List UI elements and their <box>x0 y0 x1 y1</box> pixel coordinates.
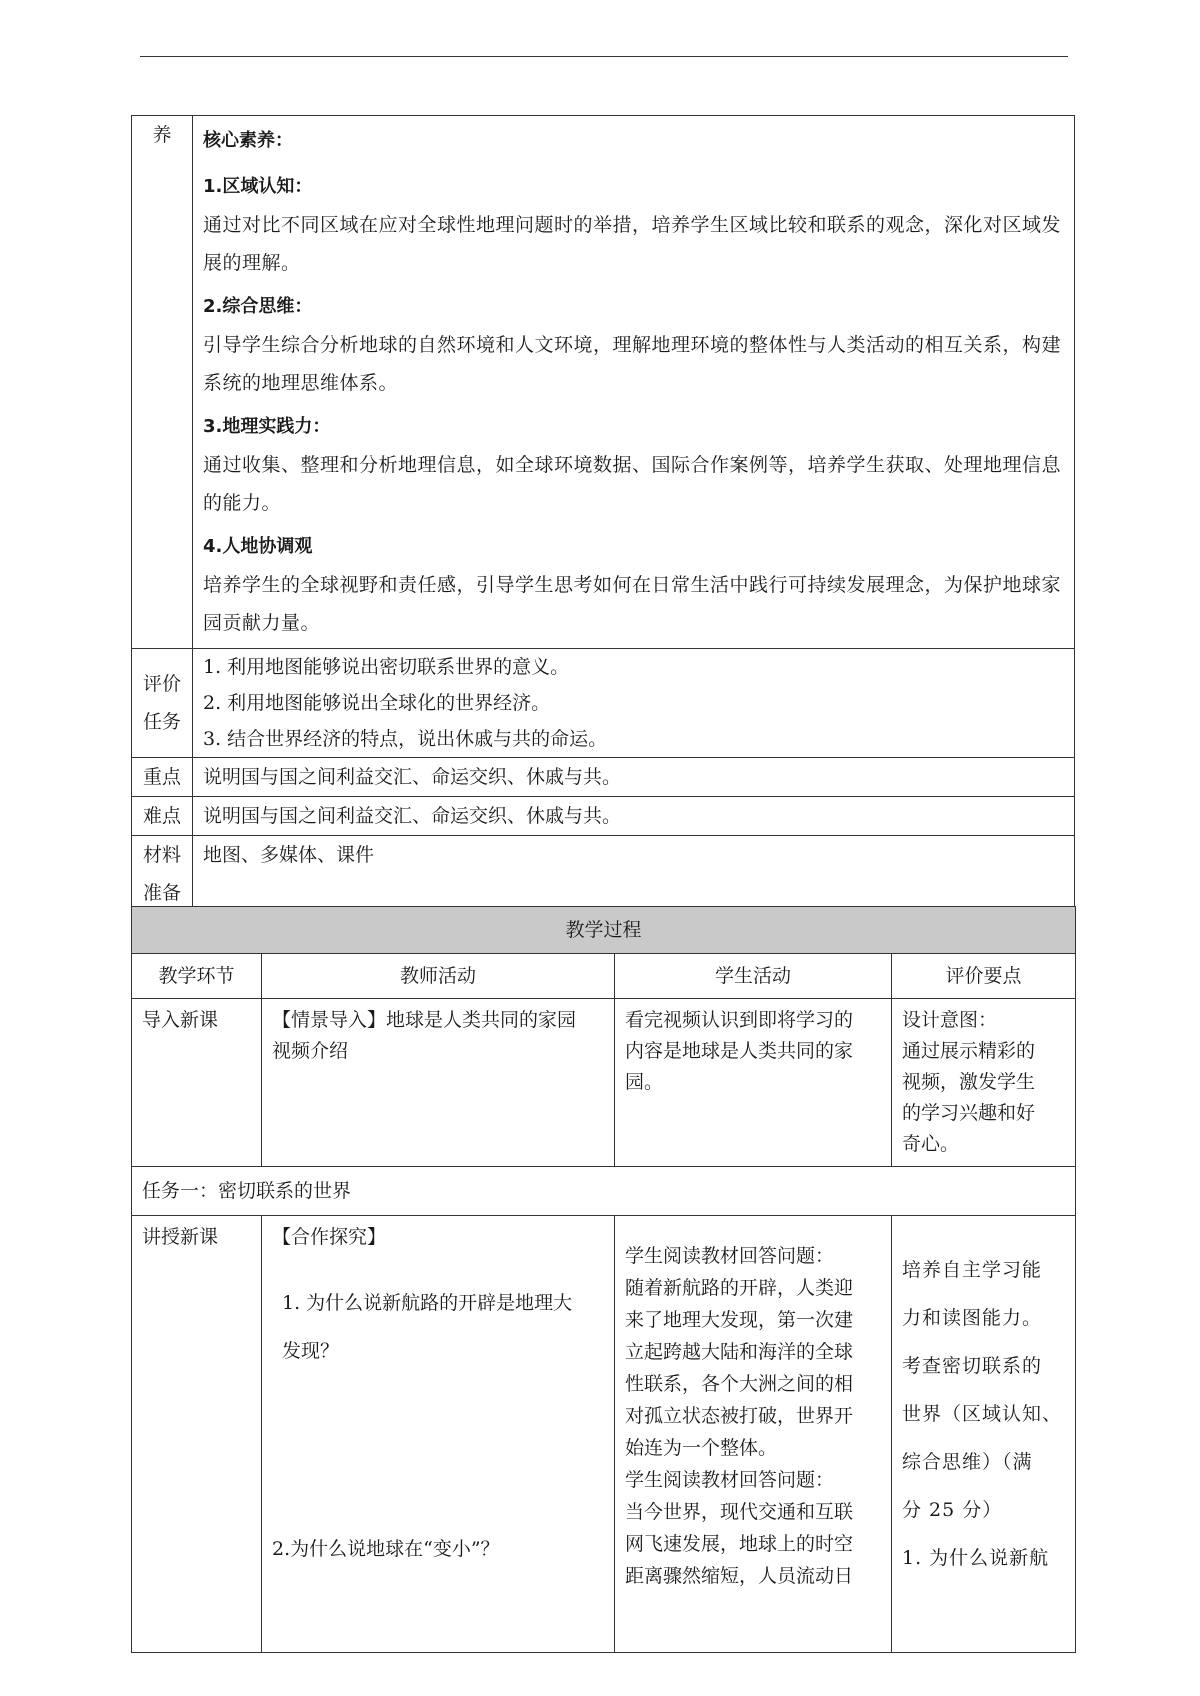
evaluation-label-line: 任务 <box>142 711 181 733</box>
question-line: 发现？ <box>282 1340 340 1362</box>
student-line: 学生阅读教材回答问题： <box>625 1469 835 1491</box>
evaluation-label-line: 评价 <box>142 673 181 695</box>
key-point-label: 重点 <box>132 758 193 797</box>
section-body: 通过对比不同区域在应对全球性地理问题时的举措，培养学生区域比较和联系的观念，深化对区域发展的理解。 <box>203 214 1062 274</box>
column-header-row <box>132 954 1076 999</box>
eval-line: 力和读图能力。 <box>902 1307 1043 1329</box>
column-header: 评价要点 <box>892 954 1076 999</box>
student-line: 立起跨越大陆和海洋的全球 <box>625 1341 854 1363</box>
section-body: 通过收集、整理和分析地理信息，如全球环境数据、国际合作案例等，培养学生获取、处理地理信息的能力。 <box>203 454 1062 514</box>
lecture-teacher-activity <box>262 1216 615 1653</box>
core-literacy-cell <box>193 116 1075 649</box>
eval-line: 视频，激发学生 <box>902 1071 1036 1093</box>
student-line: 来了地理大发现，第一次建 <box>625 1309 854 1331</box>
section-title: 2.综合思维： <box>203 296 313 317</box>
process-heading: 教学过程 <box>132 907 1076 954</box>
eval-line: 奇心。 <box>902 1133 960 1155</box>
header-rule <box>140 56 1068 57</box>
eval-line: 通过展示精彩的 <box>902 1040 1036 1062</box>
student-line: 园。 <box>625 1071 664 1093</box>
evaluation-row <box>132 649 1075 758</box>
evaluation-label <box>132 649 193 758</box>
section-title: 4.人地协调观 <box>203 536 313 557</box>
teacher-line: 【情景导入】地球是人类共同的家园 <box>272 1009 577 1031</box>
column-header: 教师活动 <box>262 954 615 999</box>
section-title: 1.区域认知： <box>203 176 313 197</box>
difficult-point-text: 说明国与国之间利益交汇、命运交织、休戚与共。 <box>193 797 1075 836</box>
section-body: 引导学生综合分析地球的自然环境和人文环境，理解地理环境的整体性与人类活动的相互关系，构建系统的地理思维体系。 <box>203 334 1062 394</box>
question-2: 2.为什么说地球在“变小”？ <box>272 1538 500 1560</box>
process-heading-row <box>132 907 1076 954</box>
goals-row <box>132 116 1075 649</box>
section-title: 3.地理实践力： <box>203 416 331 437</box>
lecture-row <box>132 1216 1076 1653</box>
student-line: 距离骤然缩短，人员流动日 <box>625 1565 854 1587</box>
core-literacy-title: 核心素养： <box>203 130 293 151</box>
materials-label <box>132 836 193 913</box>
intro-evaluation <box>892 999 1076 1167</box>
column-header: 教学环节 <box>132 954 262 999</box>
intro-row <box>132 999 1076 1167</box>
materials-label-line: 材料 <box>142 844 181 866</box>
evaluation-items <box>193 649 1075 758</box>
teacher-line: 视频介绍 <box>272 1040 349 1062</box>
materials-label-line: 准备 <box>142 882 181 904</box>
goals-label: 养 <box>132 116 193 649</box>
column-header: 学生活动 <box>615 954 892 999</box>
lecture-student-activity <box>615 1216 892 1653</box>
eval-line: 分 25 分） <box>902 1499 1003 1521</box>
materials-text: 地图、多媒体、课件 <box>193 836 1075 913</box>
lecture-stage: 讲授新课 <box>132 1216 262 1653</box>
question-line: 1. 为什么说新航路的开辟是地理大 <box>282 1292 573 1314</box>
student-line: 当今世界，现代交通和互联 <box>625 1501 854 1523</box>
student-line: 性联系，各个大洲之间的相 <box>625 1373 854 1395</box>
intro-student-activity <box>615 999 892 1167</box>
eval-line: 培养自主学习能 <box>902 1259 1043 1281</box>
student-line: 随着新航路的开辟，人类迎 <box>625 1277 854 1299</box>
lecture-evaluation <box>892 1216 1076 1653</box>
difficult-point-row <box>132 797 1075 836</box>
eval-line: 1. 为什么说新航 <box>902 1547 1050 1569</box>
eval-line: 的学习兴趣和好 <box>902 1102 1036 1124</box>
student-line: 学生阅读教材回答问题： <box>625 1245 835 1267</box>
evaluation-item: 2. 利用地图能够说出全球化的世界经济。 <box>203 692 551 714</box>
teaching-process-table <box>131 906 1076 1653</box>
student-line: 内容是地球是人类共同的家 <box>625 1040 854 1062</box>
student-line: 始连为一个整体。 <box>625 1437 778 1459</box>
section-body: 培养学生的全球视野和责任感，引导学生思考如何在日常生活中践行可持续发展理念，为保护地球家园贡献力量。 <box>203 574 1062 634</box>
lesson-info-table <box>131 115 1075 913</box>
eval-line: 世界（区域认知、 <box>902 1403 1063 1425</box>
student-line: 对孤立状态被打破，世界开 <box>625 1405 854 1427</box>
cooperative-inquiry-title: 【合作探究】 <box>272 1226 387 1248</box>
task1-row <box>132 1167 1076 1216</box>
eval-line: 考查密切联系的 <box>902 1355 1043 1377</box>
task1-title: 任务一：密切联系的世界 <box>132 1167 1076 1216</box>
key-point-text: 说明国与国之间利益交汇、命运交织、休戚与共。 <box>193 758 1075 797</box>
evaluation-item: 3. 结合世界经济的特点，说出休戚与共的命运。 <box>203 728 608 750</box>
intro-teacher-activity <box>262 999 615 1167</box>
evaluation-item: 1. 利用地图能够说出密切联系世界的意义。 <box>203 656 570 678</box>
question-1 <box>272 1279 604 1375</box>
eval-line: 综合思维）（满 <box>902 1451 1033 1473</box>
student-line: 网飞速发展，地球上的时空 <box>625 1533 854 1555</box>
student-line: 看完视频认识到即将学习的 <box>625 1009 854 1031</box>
key-point-row <box>132 758 1075 797</box>
materials-row <box>132 836 1075 913</box>
intro-stage: 导入新课 <box>132 999 262 1167</box>
difficult-point-label: 难点 <box>132 797 193 836</box>
eval-line: 设计意图： <box>902 1009 998 1031</box>
